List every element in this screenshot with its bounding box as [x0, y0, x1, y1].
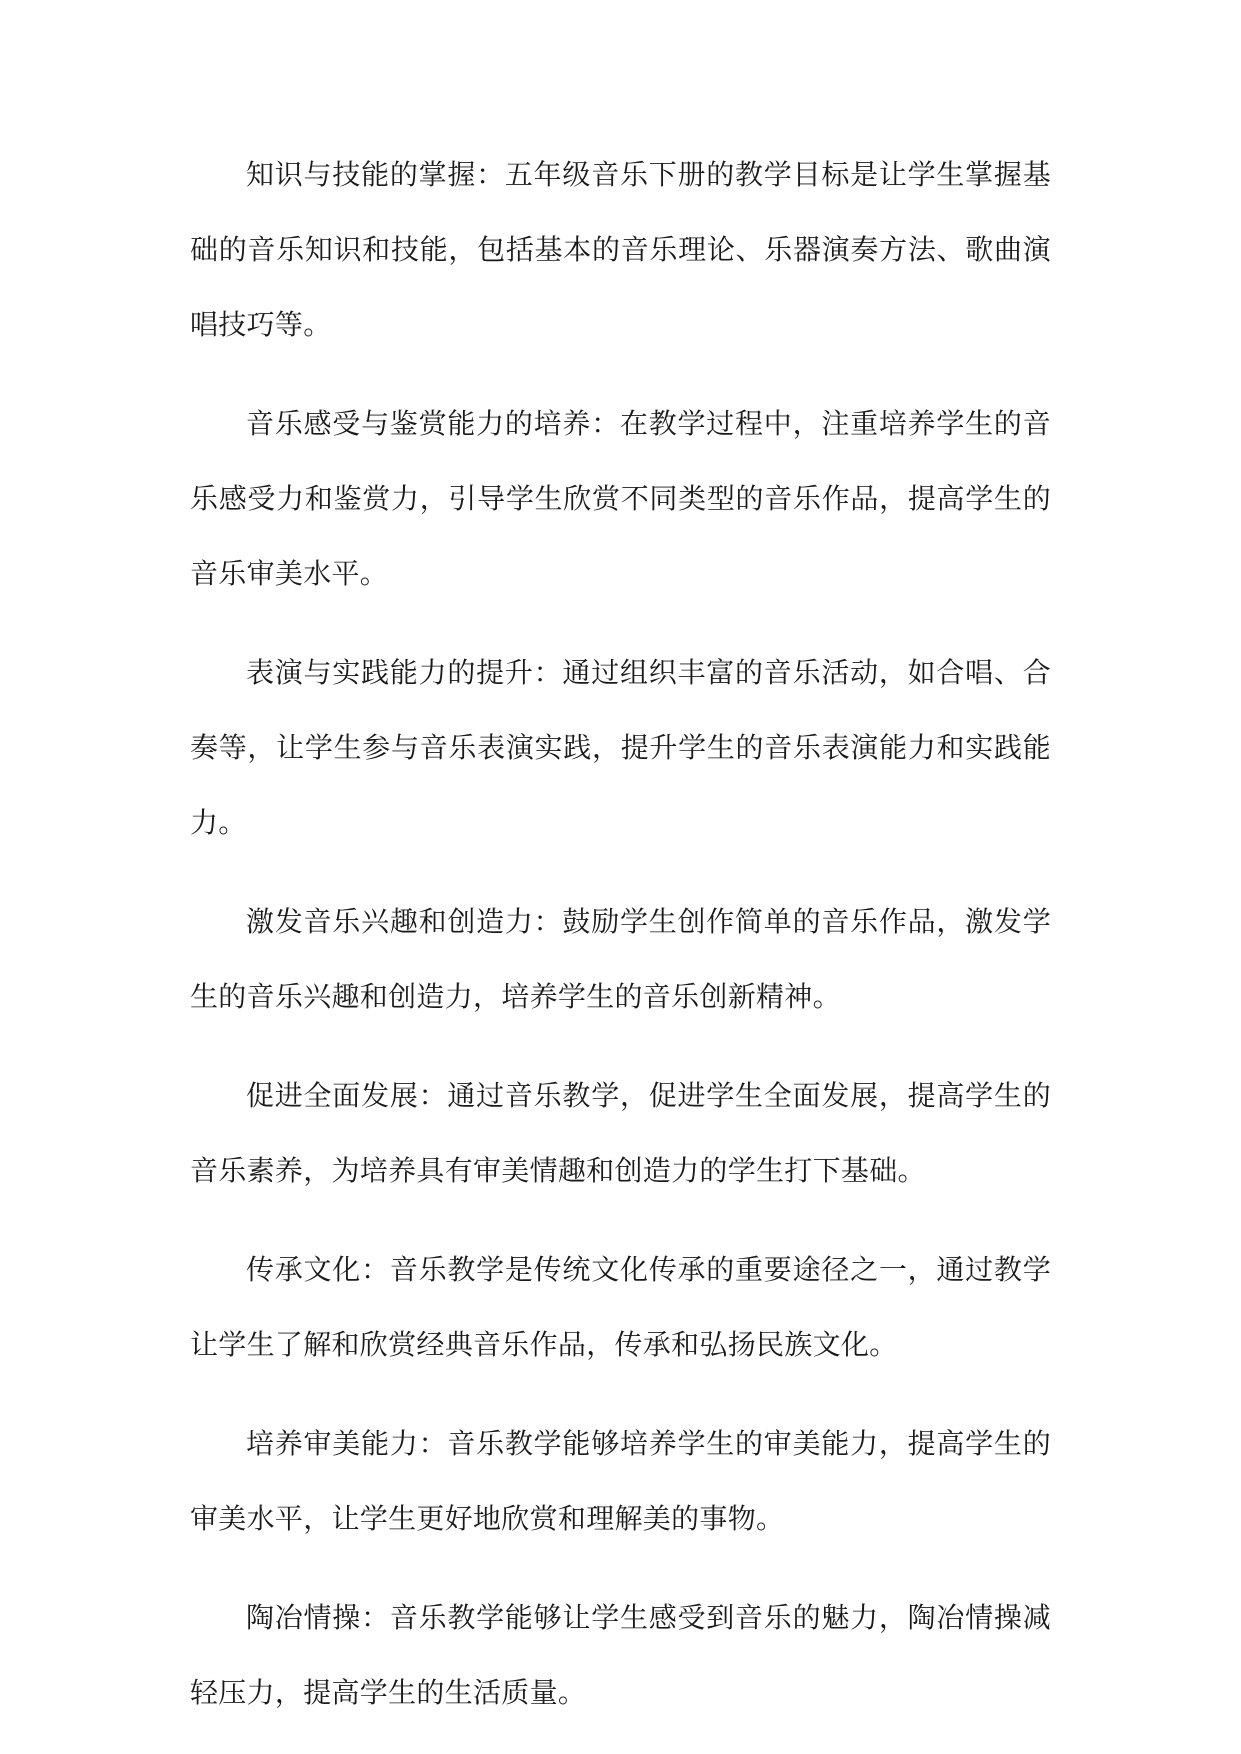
paragraph-sentiment: 陶冶情操：音乐教学能够让学生感受到音乐的魅力，陶冶情操减轻压力，提高学生的生活质量。: [190, 1601, 1051, 1709]
paragraph-appreciation: 音乐感受与鉴赏能力的培养：在教学过程中，注重培养学生的音乐感受力和鉴赏力，引导学生欣赏不同类型的音乐作品，提高学生的音乐审美水平。: [190, 407, 1051, 590]
paragraph-performance: 表演与实践能力的提升：通过组织丰富的音乐活动，如合唱、合奏等，让学生参与音乐表演实践，提升学生的音乐表演能力和实践能力。: [190, 656, 1051, 839]
paragraph-knowledge-skills: 知识与技能的掌握：五年级音乐下册的教学目标是让学生掌握基础的音乐知识和技能，包括基本的音乐理论、乐器演奏方法、歌曲演唱技巧等。: [190, 158, 1051, 341]
paragraph-aesthetics: 培养审美能力：音乐教学能够培养学生的审美能力，提高学生的审美水平，让学生更好地欣赏和理解美的事物。: [190, 1427, 1051, 1535]
paragraph-development: 促进全面发展：通过音乐教学，促进学生全面发展，提高学生的音乐素养，为培养具有审美情趣和创造力的学生打下基础。: [190, 1079, 1051, 1187]
paragraph-creativity: 激发音乐兴趣和创造力：鼓励学生创作简单的音乐作品，激发学生的音乐兴趣和创造力，培养学生的音乐创新精神。: [190, 905, 1051, 1013]
paragraph-culture: 传承文化：音乐教学是传统文化传承的重要途径之一，通过教学让学生了解和欣赏经典音乐作品，传承和弘扬民族文化。: [190, 1253, 1051, 1361]
